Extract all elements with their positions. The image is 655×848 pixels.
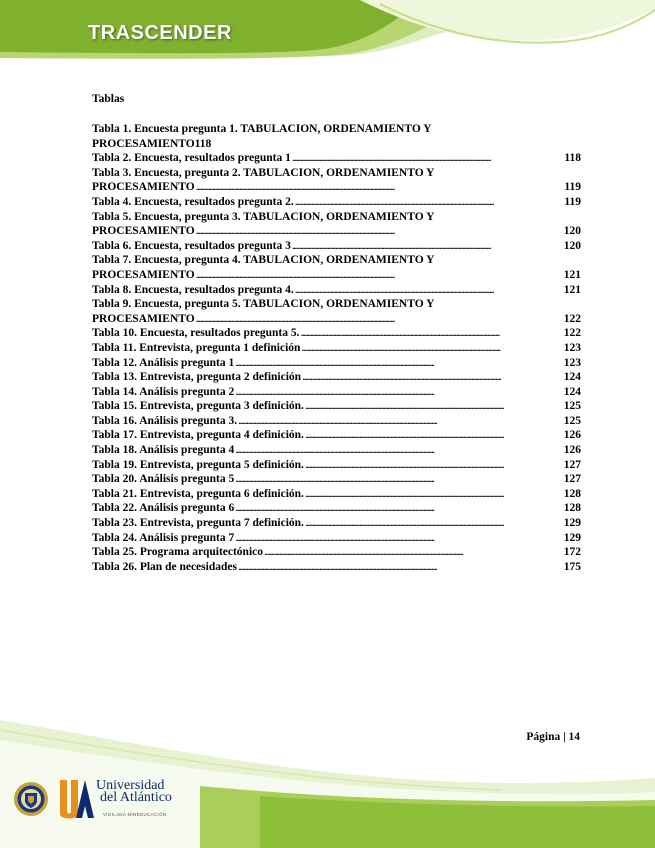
toc-page-number: 129: [563, 517, 581, 530]
toc-entry-label: PROCESAMIENTO: [92, 137, 195, 150]
toc-entry-label: Tabla 8. Encuesta, resultados pregunta 4.: [92, 283, 294, 296]
university-seal-icon: [13, 781, 49, 817]
toc-page-number: 122: [563, 312, 581, 325]
toc-entry[interactable]: [92, 151, 581, 166]
toc-entry-label: PROCESAMIENTO: [92, 268, 195, 281]
toc-entry[interactable]: [92, 239, 581, 254]
toc-entry-label: PROCESAMIENTO: [92, 181, 195, 194]
brand-title: TRASCENDER: [88, 22, 232, 44]
toc-page-number: 128: [563, 487, 581, 500]
toc-entry[interactable]: [92, 224, 581, 239]
toc-page-number: 127: [563, 458, 581, 471]
university-name-line2: del Atlántico: [100, 790, 172, 805]
toc-entry-label: Tabla 6. Encuesta, resultados pregunta 3: [92, 239, 291, 252]
table-of-contents: [92, 122, 581, 574]
toc-entry-label: Tabla 14. Análisis pregunta 2: [92, 385, 235, 398]
toc-page-number: 122: [563, 327, 581, 340]
toc-page-number: 125: [563, 400, 581, 413]
toc-page-number: 124: [563, 371, 581, 384]
toc-entry[interactable]: [92, 501, 581, 516]
section-title: Tablas: [92, 93, 125, 105]
toc-page-number: 119: [564, 181, 581, 194]
toc-page-number: 120: [563, 225, 581, 238]
toc-entry[interactable]: [92, 195, 581, 210]
toc-entry[interactable]: [92, 472, 581, 487]
toc-entry-label: Tabla 16. Análisis pregunta 3.: [92, 414, 238, 427]
toc-page-number: 119: [564, 195, 581, 208]
toc-page-number: 125: [563, 414, 581, 427]
toc-entry[interactable]: [92, 283, 581, 298]
toc-entry-label: Tabla 24. Análisis pregunta 7: [92, 531, 235, 544]
toc-entry-label: Tabla 17. Entrevista, pregunta 4 definición.: [92, 429, 304, 442]
toc-entry-label: Tabla 11. Entrevista, pregunta 1 definición: [92, 341, 301, 354]
toc-dot-leader: [235, 356, 563, 371]
toc-entry[interactable]: [92, 428, 581, 443]
toc-dot-leader: [301, 341, 562, 356]
toc-dot-leader: [295, 283, 563, 298]
toc-entry-label: PROCESAMIENTO: [92, 225, 195, 238]
toc-dot-leader: [196, 180, 564, 195]
toc-dot-leader: [295, 195, 564, 210]
header-banner: [0, 0, 655, 90]
toc-dot-leader: [235, 501, 563, 516]
university-logo-icon: [58, 776, 94, 822]
toc-entry-label: Tabla 22. Análisis pregunta 6: [92, 502, 235, 515]
toc-entry-label: Tabla 23. Entrevista, pregunta 7 definición.: [92, 517, 304, 530]
toc-entry-label: Tabla 2. Encuesta, resultados pregunta 1: [92, 152, 291, 165]
toc-entry[interactable]: [92, 180, 581, 195]
toc-page-number: 124: [563, 385, 581, 398]
toc-dot-leader: [305, 516, 563, 531]
toc-dot-leader: [300, 326, 562, 341]
toc-dot-leader: [196, 312, 563, 327]
toc-entry-title-line[interactable]: Tabla 9. Encuesta, pregunta 5. TABULACION, ORDENAMIENTO Y: [92, 298, 435, 311]
toc-entry-label: Tabla 12. Análisis pregunta 1: [92, 356, 235, 369]
university-name: [96, 780, 172, 804]
toc-entry-label: Tabla 25. Programa arquitectónico: [92, 546, 264, 559]
toc-page-number: 123: [563, 341, 581, 354]
toc-dot-leader: [235, 385, 563, 400]
toc-entry-label: PROCESAMIENTO: [92, 312, 195, 325]
toc-dot-leader: [292, 239, 563, 254]
toc-dot-leader: [196, 268, 563, 283]
toc-entry-label: Tabla 26. Plan de necesidades: [92, 560, 237, 573]
toc-entry-title-line[interactable]: Tabla 3. Encuesta, pregunta 2. TABULACION, ORDENAMIENTO Y: [92, 166, 435, 179]
toc-entry-label: Tabla 13. Entrevista, pregunta 2 definición: [92, 371, 302, 384]
toc-dot-leader: [196, 224, 563, 239]
toc-entry[interactable]: [92, 385, 581, 400]
toc-entry[interactable]: [92, 545, 581, 560]
toc-entry[interactable]: [92, 312, 581, 327]
toc-entry[interactable]: [92, 370, 581, 385]
toc-entry-label: Tabla 19. Entrevista, pregunta 5 definición.: [92, 458, 304, 471]
toc-entry[interactable]: [92, 399, 581, 414]
toc-entry-label: Tabla 10. Encuesta, resultados pregunta 5.: [92, 327, 300, 340]
toc-dot-leader: [305, 487, 563, 502]
toc-page-number: 129: [563, 531, 581, 544]
toc-page-number: 118: [564, 152, 581, 165]
toc-entry-title-line[interactable]: Tabla 1. Encuesta pregunta 1. TABULACION, ORDENAMIENTO Y: [92, 123, 432, 135]
toc-entry[interactable]: [92, 458, 581, 473]
toc-entry[interactable]: [92, 516, 581, 531]
toc-dot-leader: [302, 370, 563, 385]
toc-entry[interactable]: [92, 487, 581, 502]
toc-page-number: 127: [563, 473, 581, 486]
toc-entry[interactable]: [92, 137, 581, 152]
toc-entry-title-line[interactable]: Tabla 7. Encuesta, pregunta 4. TABULACION, ORDENAMIENTO Y: [92, 254, 435, 267]
page-number: Página | 14: [526, 731, 580, 743]
toc-entry[interactable]: [92, 560, 581, 575]
toc-page-number: 128: [563, 502, 581, 515]
toc-page-number: 172: [563, 546, 581, 559]
toc-entry[interactable]: [92, 443, 581, 458]
toc-entry-label: Tabla 18. Análisis pregunta 4: [92, 444, 235, 457]
toc-page-number: 126: [563, 444, 581, 457]
toc-entry[interactable]: [92, 341, 581, 356]
toc-page-number: 120: [563, 239, 581, 252]
toc-page-number: 118: [194, 137, 212, 150]
toc-dot-leader: [235, 443, 563, 458]
toc-dot-leader: [238, 560, 563, 575]
footer-banner: [0, 700, 655, 848]
toc-entry[interactable]: [92, 356, 581, 371]
toc-entry-label: Tabla 21. Entrevista, pregunta 6 definición.: [92, 487, 304, 500]
toc-dot-leader: [264, 545, 563, 560]
toc-entry-label: Tabla 20. Análisis pregunta 5: [92, 473, 235, 486]
toc-page-number: 121: [563, 268, 581, 281]
toc-entry[interactable]: [92, 531, 581, 546]
toc-entry[interactable]: [92, 326, 581, 341]
toc-dot-leader: [238, 414, 563, 429]
toc-dot-leader: [305, 458, 563, 473]
toc-dot-leader: [292, 151, 564, 166]
toc-entry[interactable]: [92, 414, 581, 429]
toc-dot-leader: [305, 399, 563, 414]
toc-page-number: 126: [563, 429, 581, 442]
toc-page-number: 123: [563, 356, 581, 369]
toc-dot-leader: [235, 531, 563, 546]
university-name-line1: Universidad: [96, 778, 165, 793]
toc-entry-label: Tabla 4. Encuesta, resultados pregunta 2.: [92, 195, 294, 208]
toc-entry-label: Tabla 15. Entrevista, pregunta 3 definición.: [92, 400, 304, 413]
toc-dot-leader: [235, 472, 563, 487]
toc-dot-leader: [305, 428, 563, 443]
toc-entry-title-line[interactable]: Tabla 5. Encuesta, pregunta 3. TABULACION, ORDENAMIENTO Y: [92, 210, 435, 223]
toc-page-number: 175: [563, 560, 581, 573]
toc-entry[interactable]: [92, 268, 581, 283]
toc-page-number: 121: [563, 283, 581, 296]
university-tagline: VIGILADA MINEDUCACIÓN: [103, 812, 167, 817]
